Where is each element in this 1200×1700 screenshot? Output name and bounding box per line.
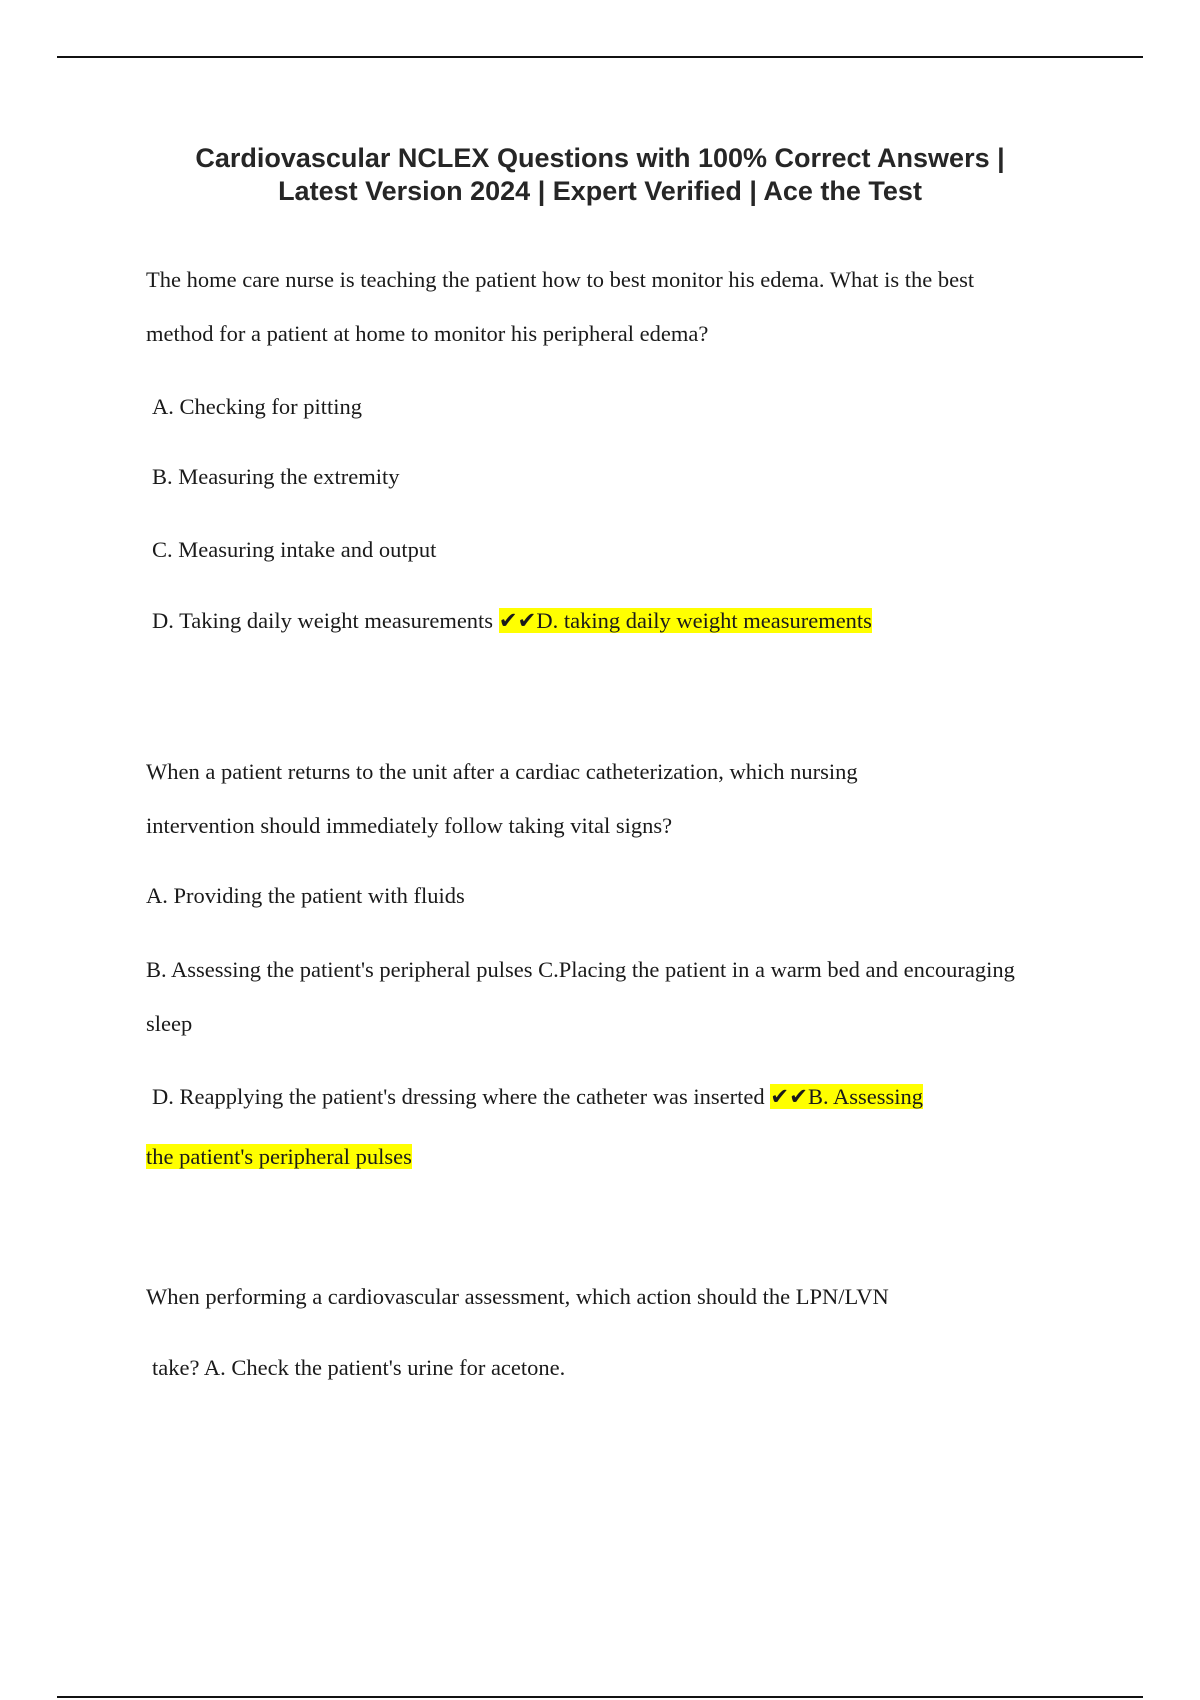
- q2-answer-highlight-2: the patient's peripheral pulses: [146, 1144, 412, 1169]
- title-line-1: Cardiovascular NCLEX Questions with 100% Correct Answers |: [195, 143, 1005, 173]
- q1-option-d: D. Taking daily weight measurements: [152, 608, 494, 633]
- q1-stem-line-1: The home care nurse is teaching the patient how to best monitor his edema. What is the best: [146, 267, 975, 292]
- q1-stem-line-2: method for a patient at home to monitor his peripheral edema?: [146, 321, 709, 346]
- q2-stem-line-1: When a patient returns to the unit after a cardiac catheterization, which nursing: [146, 759, 858, 784]
- q1-option-a: A. Checking for pitting: [152, 394, 362, 419]
- title-line-2: Latest Version 2024 | Expert Verified | Ace the Test: [278, 176, 922, 206]
- q1-option-b: B. Measuring the extremity: [152, 464, 400, 489]
- document-title: [0, 142, 1200, 208]
- q2-answer-row-2: [146, 1142, 412, 1172]
- q2-stem-line-2: intervention should immediately follow taking vital signs?: [146, 813, 673, 838]
- q3-stem-line-2: take? A. Check the patient's urine for acetone.: [152, 1355, 566, 1380]
- q2-option-bc-line-2: sleep: [146, 1011, 193, 1036]
- q1-option-d-row: [152, 606, 872, 636]
- top-rule: [57, 56, 1143, 58]
- q2-option-bc-line-1: B. Assessing the patient's peripheral pulses C.Placing the patient in a warm bed and encouraging: [146, 957, 1015, 982]
- q2-option-d-row: [152, 1082, 923, 1112]
- q2-answer-highlight-1: ✔✔B. Assessing: [770, 1084, 923, 1109]
- q1-option-c: C. Measuring intake and output: [152, 537, 437, 562]
- q2-option-a: A. Providing the patient with fluids: [146, 883, 465, 908]
- q2-option-d: D. Reapplying the patient's dressing where the catheter was inserted: [152, 1084, 765, 1109]
- q1-answer-highlight: ✔✔D. taking daily weight measurements: [498, 608, 872, 633]
- q3-stem-line-1: When performing a cardiovascular assessment, which action should the LPN/LVN: [146, 1284, 889, 1309]
- bottom-rule: [57, 1696, 1143, 1698]
